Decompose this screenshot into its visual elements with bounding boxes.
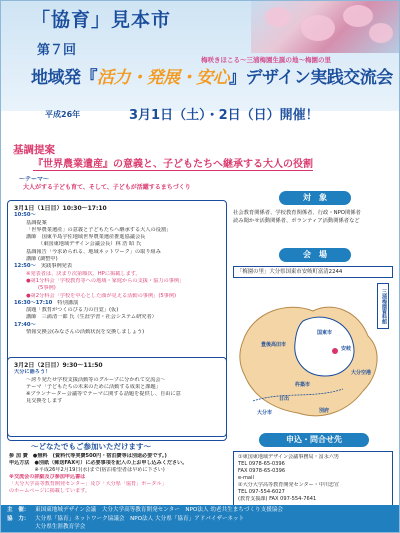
time-slot: 12:50～ bbox=[14, 263, 36, 270]
blossom-shape bbox=[301, 15, 335, 41]
session-2: ●第2分科会「学校を中心とした顔が見える活動の事例」(5事例) bbox=[26, 292, 177, 299]
map-label: 別府 bbox=[319, 408, 330, 414]
blossom-shape bbox=[265, 7, 291, 27]
participation-heading: ～どなたでもご参加いただけます～ bbox=[31, 442, 151, 451]
time-slot: 16:30～17:10 bbox=[14, 299, 53, 306]
day2-line: テーマ「子どもたちの未来のために活動する成果と課題」 bbox=[26, 383, 161, 390]
contact-line: FAX 0978-65-0396 bbox=[238, 468, 286, 474]
fee-line: 参 加 費 ●無料 (資料代等実費500円・宿泊費等は別途必要です。) bbox=[9, 453, 167, 459]
plum-blossom-photo bbox=[251, 1, 400, 53]
program-line: 講師 国東半島宇佐地域世界農業遺産推進協議会長 bbox=[26, 234, 146, 241]
venue-map bbox=[233, 281, 393, 431]
deadline-line: ※平成26年2月19日(水)まで(宿泊希望者は早めに下さい) bbox=[9, 467, 165, 473]
map-label: 大分空港 bbox=[351, 370, 372, 376]
time-slot: 10:50～ bbox=[14, 212, 36, 219]
edition-label: 第７回 bbox=[37, 43, 77, 58]
theme-text: 大人がする子ども育て、そして、子どもが活躍するまちづくり bbox=[23, 184, 191, 191]
contact-line: ②大分大学高等教育開発センター・中川忠宣 bbox=[238, 482, 340, 488]
target-text: 社会教育関係者、学校教育関係者、行政・NPO関係者 読み聞かせ活動関係者、ボランティア活動関係者など bbox=[233, 210, 361, 224]
blossom-shape bbox=[343, 5, 373, 27]
time-slot-row bbox=[14, 300, 220, 307]
program-line: 演題「教育がつくのびる力の自覚」(仮) bbox=[26, 307, 119, 314]
keynote-label: 基調提案 bbox=[13, 144, 55, 156]
details-source-end: のホームページに掲載しています。 bbox=[9, 488, 90, 494]
map-label: 国東市 bbox=[317, 330, 333, 336]
cooperation-row bbox=[7, 515, 395, 524]
program-line: 特別講演 bbox=[57, 299, 79, 306]
session-1-count: (5事例) bbox=[38, 285, 56, 292]
footer-organizers bbox=[1, 505, 400, 533]
contact-line: (教育支援課) FAX 097-554-7641 bbox=[238, 496, 317, 502]
details-source: 「大分大学高等教育開発センター」及び「大分県「協育」ポータル」 bbox=[9, 481, 167, 487]
program-line: 情報交換会(みなさんの活動状況を交換しましょう) bbox=[26, 329, 145, 336]
cooperation-text: 大分県「協育」ネットワーク協議会 NPO法人 大分県「協育」アドバイザーネット bbox=[35, 515, 245, 522]
program-line: 「世界農業遺産」の意義と子どもたちへ継承する大人の役割」 bbox=[26, 226, 172, 233]
title-dot-2: ・ bbox=[179, 68, 196, 88]
title-accent-hatten: 発展 bbox=[146, 68, 180, 88]
program-line: 実践事例発表 bbox=[40, 263, 73, 270]
contact-label: 申込・問合せ先 bbox=[259, 433, 369, 447]
apply-method-line: 申込方法 ●別紙（郵送FAX可）に必要事項を記入の上お申し込みください。 bbox=[9, 460, 188, 466]
keynote-title: 『世界農業遺産』の意義と、子どもたちへ継承する大人の役割 bbox=[33, 155, 313, 171]
map-label: 大分市 bbox=[257, 410, 273, 416]
details-note: ※交流会の詳細及び参加申込書は bbox=[9, 474, 86, 480]
venue-address: 「梅園の里」大分県国東市安岐町富清2244 bbox=[233, 266, 393, 278]
museum-callout: 三浦梅園資料館 bbox=[377, 283, 389, 329]
program-line: 講師 三満清一郎 氏（生涯学習・社会システム研究者） bbox=[26, 314, 157, 321]
day2-subtitle: 大分に語ろう！ bbox=[14, 369, 51, 376]
cooperation-row-2 bbox=[7, 523, 395, 532]
day1-heading: 3月1日（1日目）10:30～17:10 bbox=[14, 205, 107, 212]
map-label: 安岐 bbox=[341, 346, 352, 352]
contact-line: ①東国東地域デザイン会議事務局・冨永六男 bbox=[238, 454, 339, 460]
title-accent-katsuryoku: 活力 bbox=[97, 68, 130, 88]
header-band bbox=[1, 1, 400, 111]
participation-info bbox=[9, 453, 229, 495]
day2-line: ～誇り発たせ学校支援活動等のグループに分かれて交流会～ bbox=[26, 376, 166, 383]
map-label: 日出 bbox=[279, 396, 290, 402]
contact-email[interactable]: e-mail bbox=[238, 475, 254, 481]
venue-marker bbox=[332, 348, 338, 354]
day2-heading: 3月2日（2日目）9:30～11:50 bbox=[14, 362, 103, 369]
event-main-title bbox=[31, 63, 393, 88]
contact-line: TEL 0978-65-0396 bbox=[238, 461, 285, 467]
program-note: ※発表者は、決まり次第順次、HPに掲載します。 bbox=[26, 270, 141, 277]
host-label: 主 催： bbox=[7, 507, 30, 513]
program-line: 基調報告「今求められる、地域ネットワーク」の取り組み bbox=[26, 248, 161, 255]
day2-program-box bbox=[7, 357, 227, 437]
blossom-shape bbox=[369, 23, 393, 43]
program-line: （東国東地域デザイン会議会長）林 浩 昭 氏 bbox=[38, 241, 142, 248]
year-label: 平成26年 bbox=[45, 110, 81, 119]
contact-line: TEL 097-554-6027 bbox=[238, 489, 285, 495]
time-slot-row bbox=[14, 263, 220, 270]
target-label: 対 象 bbox=[279, 191, 351, 205]
title-prefix: 地域発『 bbox=[31, 68, 97, 88]
venue-label: 会 場 bbox=[279, 248, 351, 262]
event-dates: 3月1日（土）・2日（日）開催！ bbox=[129, 108, 319, 123]
day2-line: ※プランナーター会議等でテーマに関する話題を提供し、自由に意 bbox=[26, 391, 181, 398]
host-row bbox=[7, 506, 395, 515]
photo-caption: 梅咲きほこる～三浦梅園生誕の地～梅園の里 bbox=[201, 56, 331, 64]
map-label: 杵築市 bbox=[295, 382, 311, 388]
day2-line: 見交換をします bbox=[26, 398, 63, 405]
title-suffix: 』デザイン実践交流会 bbox=[229, 68, 393, 88]
session-1: ●第1分科会「学校教育等への地域・家庭からの支援・協力の事例」 bbox=[26, 277, 185, 284]
map-label: 豊後高田市 bbox=[261, 342, 287, 348]
contact-box bbox=[233, 451, 393, 507]
theme-label: ～テーマ～ bbox=[19, 176, 50, 183]
event-series-title: 「協育」見本市 bbox=[31, 9, 172, 31]
cooperation-label: 協 力： bbox=[7, 515, 30, 522]
cooperation-text-2: 大分県生涯教育学会 bbox=[35, 524, 86, 531]
program-line: 基調提案 bbox=[26, 219, 47, 226]
program-line: 講師 (調整中) bbox=[26, 256, 58, 263]
time-slot: 17:40～ bbox=[14, 321, 36, 328]
title-accent-anshin: 安心 bbox=[196, 68, 229, 88]
host-text: 東国東地域デザイン会議 大分大学高等教育開発センター NPO法人 幼老共生まちづくり支援協会 bbox=[35, 507, 284, 513]
title-dot-1: ・ bbox=[130, 68, 147, 88]
